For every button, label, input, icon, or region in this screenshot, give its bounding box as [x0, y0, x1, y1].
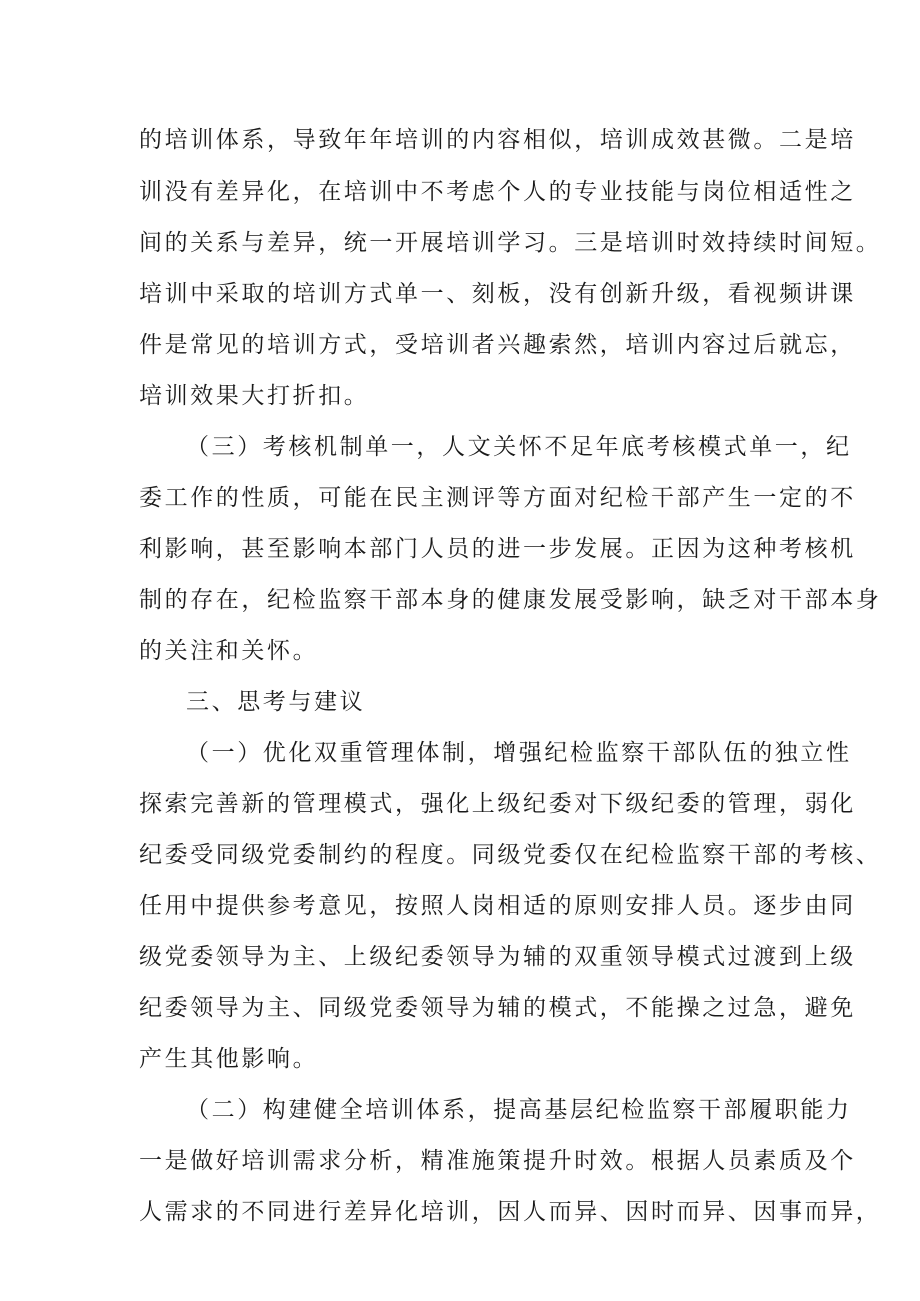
- text-line: （一）优化双重管理体制，增强纪检监察干部队伍的独立性: [186, 740, 852, 766]
- text-line: 产生其他影响。: [139, 1046, 319, 1072]
- text-line: 的关注和关怀。: [139, 638, 319, 664]
- text-line: 人需求的不同进行差异化培训，因人而异、因时而异、因事而异，: [139, 1199, 882, 1225]
- text-line: 的培训体系，导致年年培训的内容相似，培训成效甚微。二是培: [139, 127, 856, 153]
- text-line: 一是做好培训需求分析，精准施策提升时效。根据人员素质及个: [139, 1148, 856, 1174]
- text-line: 任用中提供参考意见，按照人岗相适的原则安排人员。逐步由同: [139, 893, 856, 919]
- section-heading: 三、思考与建议: [186, 689, 366, 715]
- text-line: 利影响，甚至影响本部门人员的进一步发展。正因为这种考核机: [139, 536, 856, 562]
- text-line: 训没有差异化，在培训中不考虑个人的专业技能与岗位相适性之: [139, 179, 856, 205]
- text-line: 件是常见的培训方式，受培训者兴趣索然，培训内容过后就忘，: [139, 332, 856, 358]
- text-line: 纪委领导为主、同级党委领导为辅的模式，不能操之过急，避免: [139, 995, 856, 1021]
- text-line: 制的存在，纪检监察干部本身的健康发展受影响，缺乏对干部本身: [139, 587, 882, 613]
- text-line: 培训效果大打折扣。: [139, 383, 370, 409]
- text-line: 级党委领导为主、上级纪委领导为辅的双重领导模式过渡到上级: [139, 944, 856, 970]
- text-line: （三）考核机制单一，人文关怀不足年底考核模式单一，纪: [186, 434, 852, 460]
- text-line: （二）构建健全培训体系，提高基层纪检监察干部履职能力: [186, 1097, 852, 1123]
- text-line: 培训中采取的培训方式单一、刻板，没有创新升级，看视频讲课: [139, 281, 856, 307]
- text-line: 纪委受同级党委制约的程度。同级党委仅在纪检监察干部的考核、: [139, 842, 882, 868]
- text-line: 委工作的性质，可能在民主测评等方面对纪检干部产生一定的不: [139, 485, 856, 511]
- text-line: 间的关系与差异，统一开展培训学习。三是培训时效持续时间短。: [139, 230, 882, 256]
- text-line: 探索完善新的管理模式，强化上级纪委对下级纪委的管理，弱化: [139, 791, 856, 817]
